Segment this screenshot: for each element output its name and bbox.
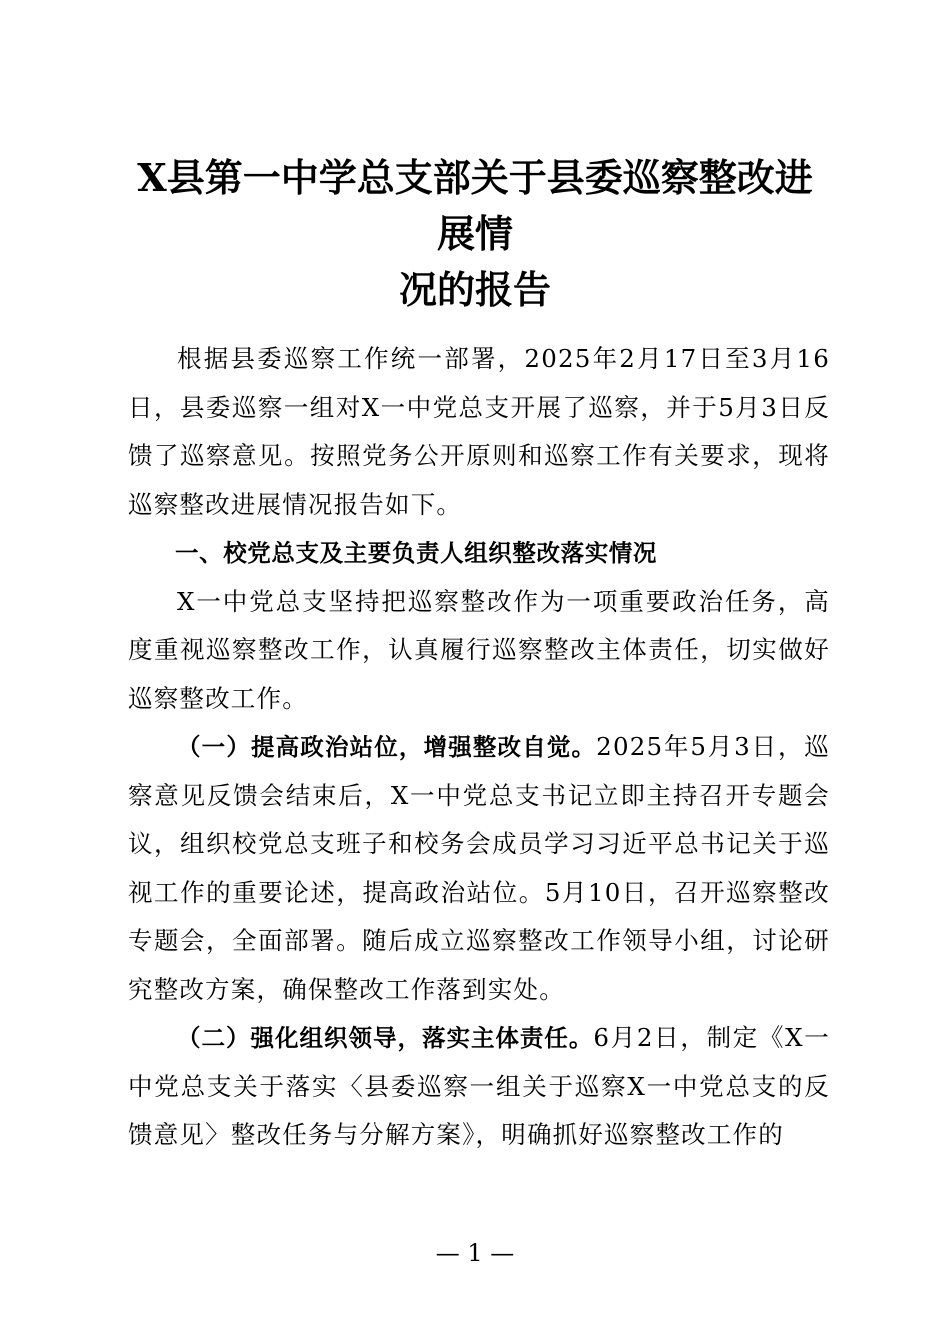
item-2-lead: （二）强化组织领导，落实主体责任。	[177, 1024, 594, 1052]
item-2-body: 6月2日，制定《X一中党总支关于落实〈县委巡察一组关于巡察X一中党总支的反馈意见〉整改任务与分解方案》，明确抓好巡察整改工作的	[128, 1023, 830, 1149]
section-1-heading: 一、校党总支及主要负责人组织整改落实情况	[175, 539, 657, 567]
document-title	[120, 150, 830, 318]
item-2-paragraph	[128, 1014, 830, 1160]
section-1-paragraph: X一中党总支坚持把巡察整改作为一项重要政治任务，高度重视巡察整改工作，认真履行巡察整改主体责任，切实做好巡察整改工作。	[128, 586, 830, 713]
title-line-2: 况的报告	[398, 267, 551, 312]
intro-paragraph: 根据县委巡察工作统一部署，2025年2月17日至3月16日，县委巡察一组对X一中党总支开展了巡察，并于5月3日反馈了巡察意见。按照党务公开原则和巡察工作有关要求，现将巡察整改进展情况报告如下。	[128, 344, 830, 519]
item-1-lead: （一）提高政治站位，增强整改自觉。	[177, 733, 597, 761]
item-1-body: 2025年5月3日，巡察意见反馈会结束后，X一中党总支书记立即主持召开专题会议，组织校党总支班子和校务会成员学习习近平总书记关于巡视工作的重要论述，提高政治站位。5月10日，召开巡察整改专题会，全面部署。随后成立巡察整改工作领导小组，讨论研究整改方案，确保整改工作落到实处。	[128, 732, 830, 1004]
item-1-paragraph	[128, 723, 830, 1014]
document-body	[128, 335, 830, 1160]
page-number: — 1 —	[435, 1239, 515, 1267]
title-line-1: X县第一中学总支部关于县委巡察整改进展情	[137, 155, 813, 256]
